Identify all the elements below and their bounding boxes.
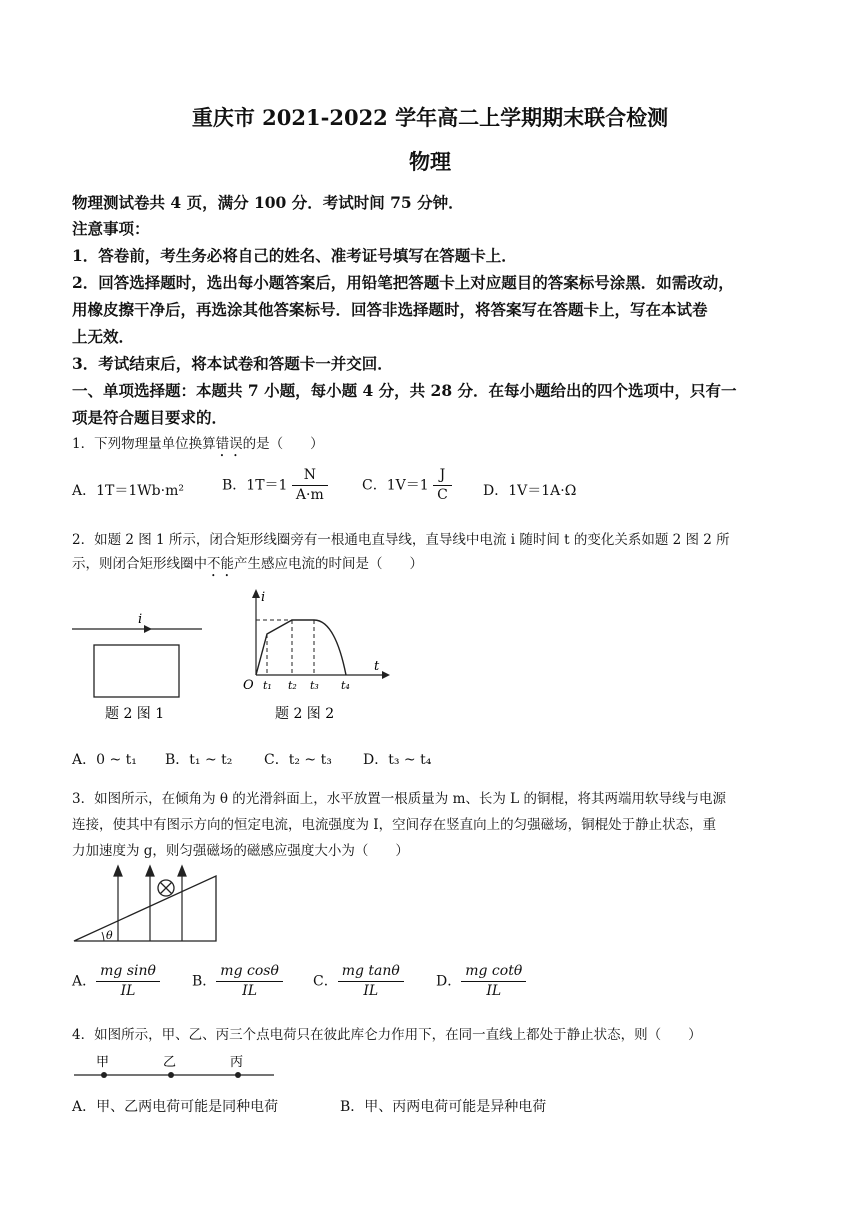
q2-option-a: A．0 ~ t₁ <box>72 752 137 768</box>
question-3-stem-line2: 连接，使其中有图示方向的恒定电流，电流强度为 I，空间存在竖直向上的匀强磁场，铜棍处于静止状态，重 <box>72 817 717 833</box>
question-2-stem-line2: 示，则闭合矩形线圈中不能产生感应电流的时间是（ ） <box>72 556 423 572</box>
notice-title: 注意事项： <box>72 219 150 238</box>
q4-option-b: B．甲、丙两电荷可能是异种电荷 <box>340 1099 547 1115</box>
fig1-caption: 题 2 图 1 <box>105 706 165 722</box>
q2-option-d: D．t₃ ~ t₄ <box>363 752 432 768</box>
current-label-i: i <box>138 612 143 627</box>
question-4-figure <box>72 1050 282 1084</box>
q4-option-a: A．甲、乙两电荷可能是同种电荷 <box>72 1099 279 1115</box>
section-1-heading-line1: 一、单项选择题：本题共 7 小题，每小题 4 分，共 28 分．在每小题给出的四个选项中，只有一 <box>72 381 737 400</box>
q1-option-c: C．1V＝1 $\frac{J}{C}$ <box>362 466 452 505</box>
incline <box>74 876 216 941</box>
angle-label: θ <box>106 929 113 942</box>
q3-option-c: C． $\frac{\text{mg tanθ}}{IL}$ <box>313 962 404 1001</box>
q2-figure-2 <box>243 589 390 722</box>
section-1-heading-line2: 项是符合题目要求的． <box>72 408 228 427</box>
q3-option-a: A． $\frac{\text{mg sinθ}}{IL}$ <box>72 962 160 1001</box>
fig2-caption: 题 2 图 2 <box>275 706 335 722</box>
q1-option-a: A．1T＝1Wb·m² <box>72 483 184 499</box>
notice-3: 3．考试结束后，将本试卷和答题卡一并交回． <box>72 354 393 373</box>
question-1-stem: 1．下列物理量单位换算错误的是（ ） <box>72 436 324 452</box>
axis-label-i: i <box>261 590 266 605</box>
label-bing: 丙 <box>230 1055 244 1070</box>
q2-figure-1 <box>72 612 202 722</box>
q3-option-b: B． $\frac{\text{mg cosθ}}{IL}$ <box>192 962 283 1001</box>
subject-title: 物理 <box>409 149 451 174</box>
origin-label: O <box>243 678 254 693</box>
question-3-stem-line1: 3．如图所示，在倾角为 θ 的光滑斜面上，水平放置一根质量为 m、长为 L 的铜棍，将其两端用软导线与电源 <box>72 791 726 807</box>
charge-jia <box>101 1072 107 1078</box>
tick-t1: t₁ <box>263 679 272 692</box>
label-yi: 乙 <box>163 1055 177 1070</box>
q1-option-b: B．1T＝1 $\frac{N}{A\cdot m}$ <box>222 466 328 505</box>
question-3-figure <box>68 862 228 944</box>
exam-title: 重庆市 2021-2022 学年高二上学期期末联合检测 <box>191 105 669 130</box>
magnetic-field-arrows <box>114 866 186 941</box>
notice-2-line3: 上无效． <box>72 327 135 346</box>
question-2-figures <box>60 585 400 730</box>
question-2-stem-line1: 2．如题 2 图 1 所示，闭合矩形线圈旁有一根通电直导线，直导线中电流 i 随时间 t 的变化关系如题 2 图 2 所 <box>72 532 730 548</box>
axis-label-t: t <box>374 659 380 674</box>
question-3-stem-line3: 力加速度为 g，则匀强磁场的磁感应强度大小为（ ） <box>72 843 409 859</box>
notice-2-line2: 用橡皮擦干净后，再选涂其他答案标号．回答非选择题时，将答案写在答题卡上，写在本试卷 <box>72 300 708 319</box>
q3-option-d: D． $\frac{\text{mg cotθ}}{IL}$ <box>436 962 526 1001</box>
label-jia: 甲 <box>96 1055 110 1070</box>
copper-rod <box>158 880 174 896</box>
tick-t2: t₂ <box>288 679 297 692</box>
rectangular-loop <box>94 645 179 697</box>
q1-option-d: D．1V＝1A·Ω <box>483 483 577 499</box>
charge-yi <box>168 1072 174 1078</box>
notice-1: 1．答卷前，考生务必将自己的姓名、准考证号填写在答题卡上． <box>72 246 517 265</box>
tick-t4: t₄ <box>341 679 350 692</box>
tick-t3: t₃ <box>310 679 319 692</box>
q2-option-b: B．t₁ ~ t₂ <box>165 752 233 768</box>
current-curve <box>256 620 346 675</box>
notice-2-line1: 2．回答选择题时，选出每小题答案后，用铅笔把答题卡上对应题目的答案标号涂黑．如需改动， <box>72 273 734 292</box>
exam-info: 物理测试卷共 4 页，满分 100 分．考试时间 75 分钟． <box>72 193 464 212</box>
q2-option-c: C．t₂ ~ t₃ <box>264 752 332 768</box>
question-4-stem: 4．如图所示，甲、乙、丙三个点电荷只在彼此库仑力作用下，在同一直线上都处于静止状态，则（ ） <box>72 1027 702 1043</box>
charge-bing <box>235 1072 241 1078</box>
